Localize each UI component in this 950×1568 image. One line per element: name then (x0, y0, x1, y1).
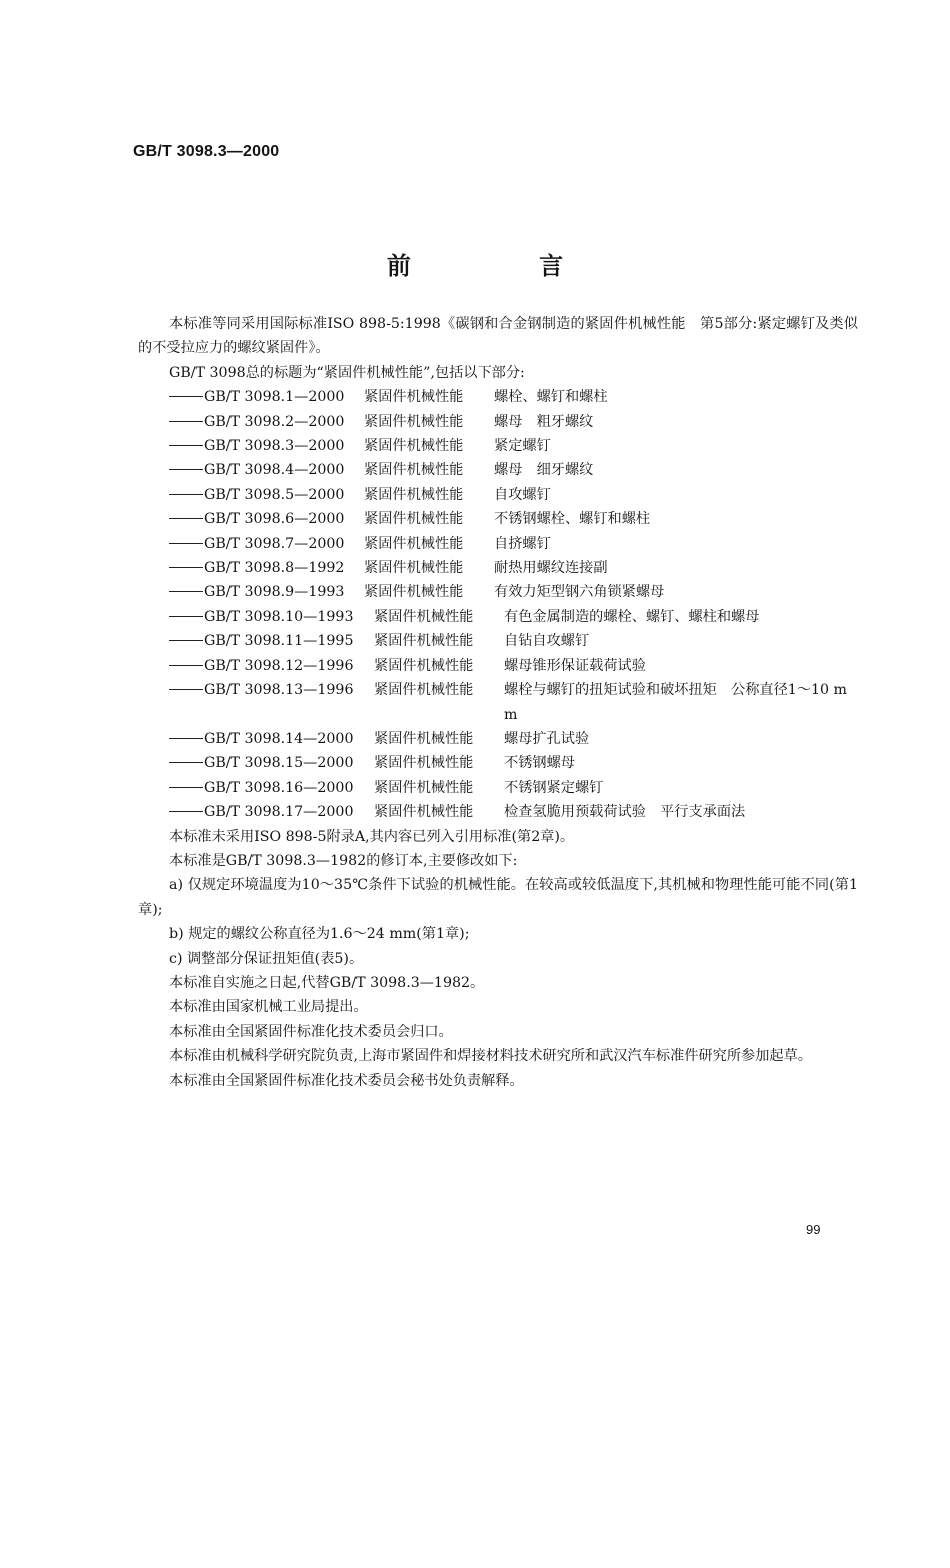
standard-number: GB/T 3098.17—2000 (204, 804, 354, 821)
dash-mark (169, 629, 203, 641)
standard-topic: 检查氢脆用预载荷试验 平行支承面法 (504, 804, 746, 821)
dash-mark (169, 458, 203, 470)
standard-number: GB/T 3098.7—2000 (204, 535, 345, 552)
change-item-b: b) 规定的螺纹公称直径为1.6～24 mm(第1章); (169, 926, 470, 943)
list-item (138, 458, 858, 482)
parts-list (138, 385, 858, 824)
list-item (138, 678, 858, 727)
standard-group: 紧固件机械性能 (364, 511, 464, 528)
standard-group: 紧固件机械性能 (374, 804, 474, 821)
standard-number: GB/T 3098.6—2000 (204, 511, 345, 528)
list-item (138, 385, 858, 409)
standard-topic: 螺栓、螺钉和螺柱 (494, 389, 608, 406)
list-item (138, 629, 858, 653)
list-item (138, 507, 858, 531)
document-code: GB/T 3098.3—2000 (133, 143, 280, 160)
page-title: 前 言 (386, 252, 624, 280)
dash-mark (169, 556, 203, 568)
list-item (138, 776, 858, 800)
standard-group: 紧固件机械性能 (364, 584, 464, 601)
standard-group: 紧固件机械性能 (364, 389, 464, 406)
list-item (138, 532, 858, 556)
dash-mark (169, 434, 203, 446)
standard-group: 紧固件机械性能 (374, 779, 474, 796)
list-item (138, 654, 858, 678)
dash-mark (169, 580, 203, 592)
dash-mark (169, 727, 203, 739)
standard-group: 紧固件机械性能 (364, 560, 464, 577)
standard-number: GB/T 3098.9—1993 (204, 584, 345, 601)
standard-number: GB/T 3098.5—2000 (204, 486, 345, 503)
standard-number: GB/T 3098.8—1992 (204, 560, 345, 577)
standard-group: 紧固件机械性能 (374, 755, 474, 772)
standard-group: 紧固件机械性能 (374, 657, 474, 674)
standard-topic: 螺母 粗牙螺纹 (494, 413, 594, 430)
list-item (138, 800, 858, 824)
standard-group: 紧固件机械性能 (364, 486, 464, 503)
standard-topic: 自挤螺钉 (494, 535, 551, 552)
standard-group: 紧固件机械性能 (364, 413, 464, 430)
standard-number: GB/T 3098.15—2000 (204, 755, 354, 772)
dash-mark (169, 507, 203, 519)
standard-topic: 耐热用螺纹连接副 (494, 560, 608, 577)
dash-mark (169, 654, 203, 666)
standard-number: GB/T 3098.12—1996 (204, 657, 354, 674)
intro-paragraph: 本标准等同采用国际标准ISO 898-5:1998《碳钢和合金钢制造的紧固件机械性能 第5部分:紧定螺钉及类似的不受拉应力的螺纹紧固件》。 (138, 316, 858, 357)
list-item (138, 751, 858, 775)
list-item (138, 580, 858, 604)
dash-mark (169, 532, 203, 544)
revision-note: 本标准是GB/T 3098.3—1982的修订本,主要修改如下: (169, 852, 518, 869)
dash-mark (169, 385, 203, 397)
standard-topic: 螺母锥形保证载荷试验 (504, 657, 646, 674)
standard-number: GB/T 3098.16—2000 (204, 779, 354, 796)
dash-mark (169, 410, 203, 422)
standard-number: GB/T 3098.13—1996 (204, 682, 354, 699)
drafting-note: 本标准由机械科学研究院负责,上海市紧固件和焊接材料技术研究所和武汉汽车标准件研究所参加起草。 (169, 1048, 812, 1065)
standard-topic: 有色金属制造的螺栓、螺钉、螺柱和螺母 (504, 608, 760, 625)
standard-number: GB/T 3098.14—2000 (204, 730, 354, 747)
standard-number: GB/T 3098.1—2000 (204, 389, 345, 406)
standard-group: 紧固件机械性能 (374, 633, 474, 650)
dash-mark (169, 776, 203, 788)
change-item-a: a) 仅规定环境温度为10～35℃条件下试验的机械性能。在较高或较低温度下,其机械和物理性能可能不同(第1章); (138, 877, 858, 918)
interpretation-note: 本标准由全国紧固件标准化技术委员会秘书处负责解释。 (169, 1072, 524, 1089)
standard-topic: 不锈钢紧定螺钉 (504, 779, 604, 796)
dash-mark (169, 605, 203, 617)
standard-topic: 不锈钢螺母 (504, 755, 575, 772)
foreword-body (138, 312, 858, 1093)
list-item (138, 434, 858, 458)
standard-topic: 螺母扩孔试验 (504, 730, 590, 747)
standard-group: 紧固件机械性能 (374, 730, 474, 747)
standard-topic: 自钻自攻螺钉 (504, 633, 590, 650)
change-item-c: c) 调整部分保证扭矩值(表5)。 (169, 950, 364, 967)
standard-topic: 紧定螺钉 (494, 438, 551, 455)
standard-number: GB/T 3098.2—2000 (204, 413, 345, 430)
annex-note: 本标准未采用ISO 898-5附录A,其内容已列入引用标准(第2章)。 (169, 828, 575, 845)
standard-number: GB/T 3098.11—1995 (204, 633, 354, 650)
list-item (138, 727, 858, 751)
standard-group: 紧固件机械性能 (364, 462, 464, 479)
list-item (138, 483, 858, 507)
standard-group: 紧固件机械性能 (374, 608, 474, 625)
centralized-note: 本标准由全国紧固件标准化技术委员会归口。 (169, 1023, 453, 1040)
dash-mark (169, 751, 203, 763)
list-item (138, 556, 858, 580)
standard-group: 紧固件机械性能 (364, 535, 464, 552)
dash-mark (169, 800, 203, 812)
dash-mark (169, 678, 203, 690)
dash-mark (169, 483, 203, 495)
replacement-note: 本标准自实施之日起,代替GB/T 3098.3—1982。 (169, 974, 485, 991)
standard-topic: 自攻螺钉 (494, 486, 551, 503)
standard-topic: 螺母 细牙螺纹 (494, 462, 594, 479)
parts-intro: GB/T 3098总的标题为“紧固件机械性能”,包括以下部分: (169, 364, 525, 381)
standard-number: GB/T 3098.4—2000 (204, 462, 345, 479)
standard-topic: 有效力矩型钢六角锁紧螺母 (494, 584, 665, 601)
standard-topic: 不锈钢螺栓、螺钉和螺柱 (494, 511, 651, 528)
standard-number: GB/T 3098.3—2000 (204, 438, 345, 455)
standard-topic: 螺栓与螺钉的扭矩试验和破坏扭矩 公称直径1～10 mm (504, 682, 847, 723)
standard-number: GB/T 3098.10—1993 (204, 608, 354, 625)
page-number: 99 (806, 1222, 821, 1237)
standard-group: 紧固件机械性能 (364, 438, 464, 455)
proposer-note: 本标准由国家机械工业局提出。 (169, 999, 368, 1016)
list-item (138, 605, 858, 629)
standard-group: 紧固件机械性能 (374, 682, 474, 699)
list-item (138, 410, 858, 434)
